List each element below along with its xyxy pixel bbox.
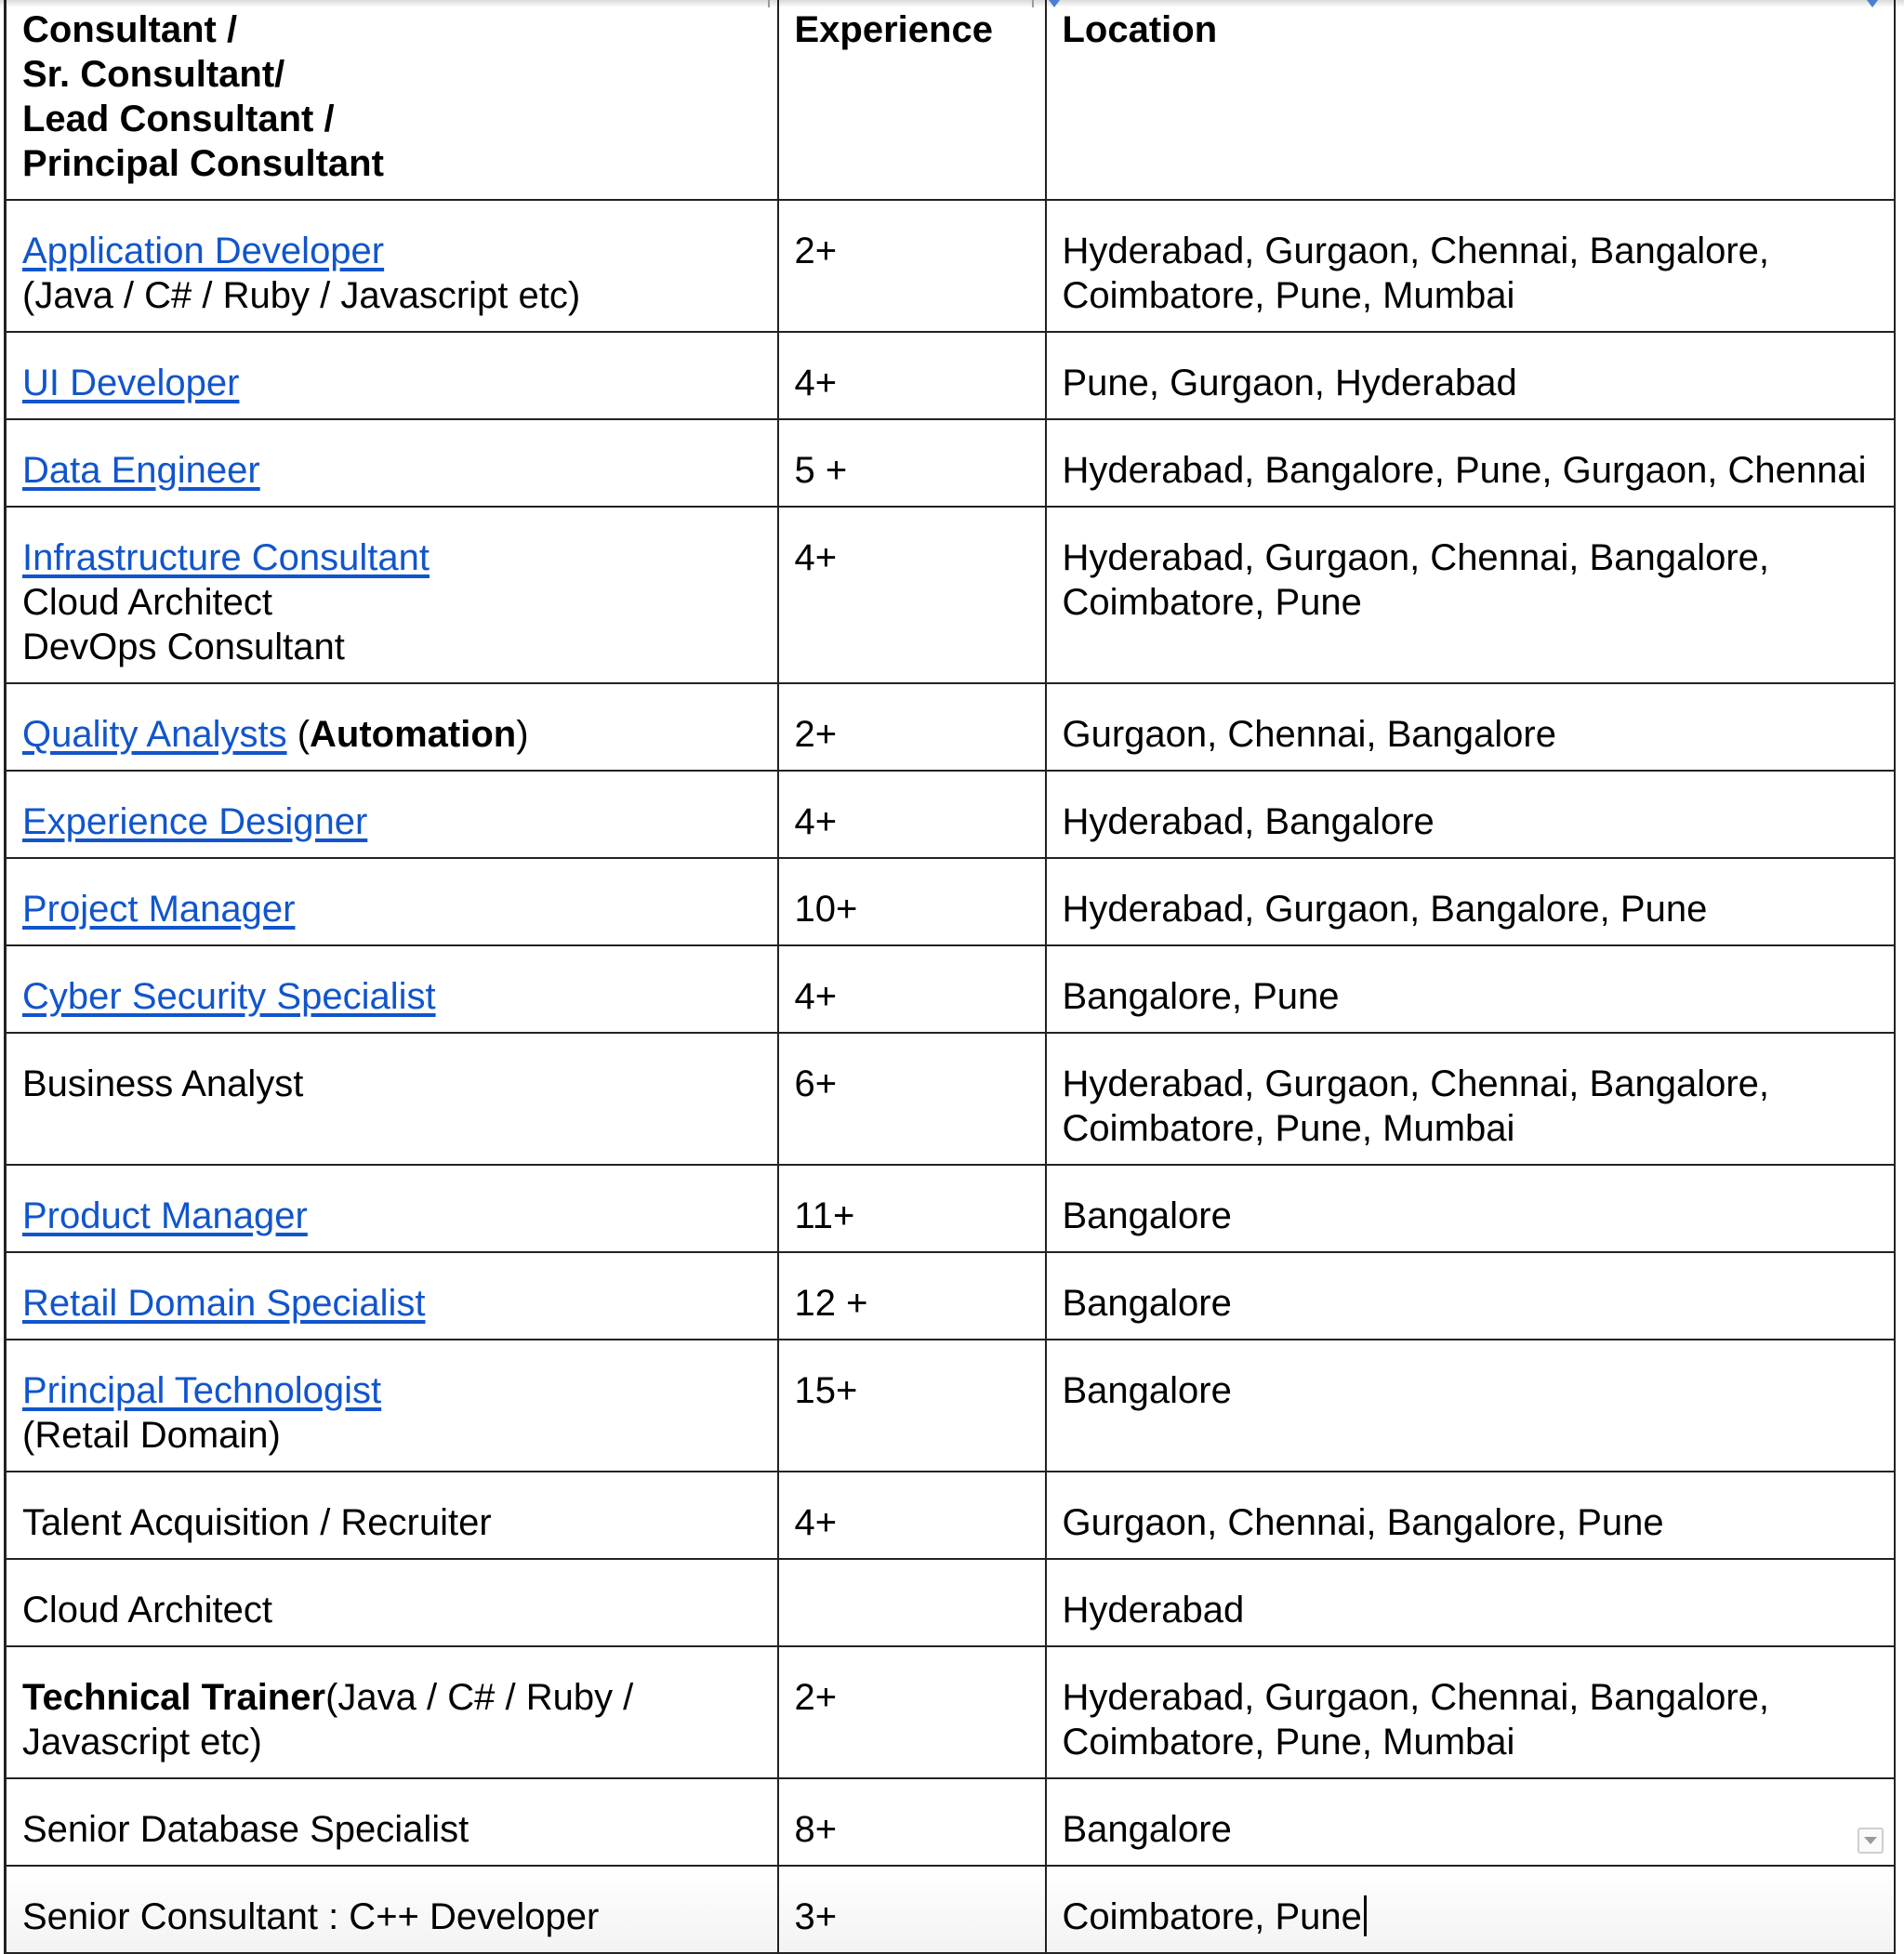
text-cursor	[1364, 1895, 1367, 1936]
table-row	[6, 1778, 1895, 1866]
role-cell[interactable]	[6, 771, 778, 858]
location-cell[interactable]	[1046, 1033, 1895, 1165]
table-row	[6, 1472, 1895, 1559]
location-cell[interactable]	[1046, 1252, 1895, 1340]
header-role-line: Principal Consultant	[22, 143, 384, 184]
role-cell[interactable]	[6, 1340, 778, 1472]
location-value: Gurgaon, Chennai, Bangalore	[1062, 714, 1556, 755]
header-location: Location	[1062, 9, 1218, 50]
role-title: Talent Acquisition / Recruiter	[22, 1502, 492, 1543]
table-row	[6, 945, 1895, 1033]
role-cell[interactable]	[6, 1866, 778, 1953]
location-value: Hyderabad, Gurgaon, Chennai, Bangalore, Coimbatore, Pune, Mumbai	[1062, 1677, 1770, 1763]
experience-value: 5 +	[794, 450, 848, 491]
experience-value: 3+	[794, 1896, 838, 1937]
location-value: Bangalore, Pune	[1062, 976, 1340, 1017]
experience-value: 10+	[794, 889, 858, 930]
table-row	[6, 200, 1895, 332]
experience-value: 6+	[794, 1063, 838, 1104]
experience-value: 4+	[794, 801, 838, 842]
location-value: Hyderabad, Gurgaon, Bangalore, Pune	[1062, 889, 1708, 930]
experience-cell[interactable]	[778, 1646, 1046, 1778]
role-link[interactable]: Cyber Security Specialist	[22, 976, 436, 1017]
header-role-line: Sr. Consultant/	[22, 54, 285, 95]
experience-value: 2+	[794, 1677, 838, 1718]
experience-cell[interactable]	[778, 1340, 1046, 1472]
table-row	[6, 771, 1895, 858]
table-row	[6, 1866, 1895, 1953]
experience-value: 4+	[794, 976, 838, 1017]
role-title: Business Analyst	[22, 1063, 304, 1104]
location-cell[interactable]	[1046, 1866, 1895, 1953]
header-location-cell[interactable]	[1046, 0, 1895, 200]
location-value: Hyderabad, Bangalore	[1062, 801, 1435, 842]
table-row	[6, 507, 1895, 683]
experience-value: 12 +	[794, 1283, 868, 1324]
experience-value: 2+	[794, 714, 838, 755]
experience-value: 4+	[794, 363, 838, 403]
header-role-line: Lead Consultant /	[22, 99, 335, 139]
location-cell[interactable]	[1046, 683, 1895, 771]
location-cell[interactable]	[1046, 200, 1895, 332]
location-value: Hyderabad, Gurgaon, Chennai, Bangalore, Coimbatore, Pune, Mumbai	[1062, 231, 1770, 316]
role-detail: (Java / C# / Ruby / Javascript etc)	[22, 1677, 634, 1763]
table-row	[6, 683, 1895, 771]
location-value: Bangalore	[1062, 1283, 1232, 1324]
role-title: Senior Consultant : C++ Developer	[22, 1896, 600, 1937]
role-cell[interactable]	[6, 507, 778, 683]
table-row	[6, 419, 1895, 507]
role-subtitle: DevOps Consultant	[22, 627, 345, 667]
location-value: Bangalore	[1062, 1195, 1232, 1236]
role-qualifier-close: )	[516, 714, 529, 755]
role-link[interactable]: Principal Technologist	[22, 1370, 382, 1411]
table-row	[6, 858, 1895, 945]
role-cell[interactable]	[6, 1165, 778, 1252]
location-cell[interactable]	[1046, 771, 1895, 858]
location-value: Hyderabad	[1062, 1590, 1245, 1631]
header-role-cell[interactable]	[6, 0, 778, 200]
role-qualifier: Automation	[310, 714, 517, 755]
experience-cell[interactable]	[778, 858, 1046, 945]
location-cell[interactable]	[1046, 1646, 1895, 1778]
experience-cell[interactable]	[778, 945, 1046, 1033]
role-cell[interactable]	[6, 332, 778, 419]
role-cell[interactable]	[6, 1033, 778, 1165]
table-row	[6, 1252, 1895, 1340]
location-cell[interactable]	[1046, 1165, 1895, 1252]
location-cell[interactable]	[1046, 1472, 1895, 1559]
location-cell[interactable]	[1046, 1559, 1895, 1646]
experience-value: 2+	[794, 231, 838, 271]
location-cell[interactable]	[1046, 945, 1895, 1033]
role-title: Cloud Architect	[22, 1590, 273, 1631]
location-value: Coimbatore, Pune	[1062, 1896, 1362, 1937]
role-cell[interactable]	[6, 683, 778, 771]
header-experience: Experience	[794, 9, 993, 50]
experience-cell[interactable]	[778, 1866, 1046, 1953]
location-value: Bangalore	[1062, 1809, 1232, 1850]
experience-value: 8+	[794, 1809, 838, 1850]
role-cell[interactable]	[6, 200, 778, 332]
role-subtitle: Cloud Architect	[22, 582, 273, 623]
table-row	[6, 1033, 1895, 1165]
location-cell[interactable]	[1046, 332, 1895, 419]
role-cell[interactable]	[6, 1646, 778, 1778]
table-row	[6, 1646, 1895, 1778]
role-link[interactable]: Experience Designer	[22, 801, 368, 842]
experience-cell[interactable]	[778, 1165, 1046, 1252]
experience-cell[interactable]	[778, 1252, 1046, 1340]
location-value: Hyderabad, Gurgaon, Chennai, Bangalore, Coimbatore, Pune	[1062, 537, 1770, 623]
location-value: Pune, Gurgaon, Hyderabad	[1062, 363, 1517, 403]
experience-cell[interactable]	[778, 200, 1046, 332]
role-link[interactable]: Data Engineer	[22, 450, 260, 491]
role-cell[interactable]	[6, 1778, 778, 1866]
experience-cell[interactable]	[778, 332, 1046, 419]
role-link[interactable]: Quality Analysts	[22, 714, 287, 755]
role-title: Technical Trainer	[22, 1677, 326, 1718]
role-cell[interactable]	[6, 1559, 778, 1646]
header-experience-cell[interactable]	[778, 0, 1046, 200]
role-link[interactable]: Product Manager	[22, 1195, 308, 1236]
location-value: Hyderabad, Bangalore, Pune, Gurgaon, Chennai	[1062, 450, 1867, 491]
location-cell[interactable]	[1046, 1340, 1895, 1472]
role-link[interactable]: UI Developer	[22, 363, 240, 403]
experience-cell[interactable]	[778, 683, 1046, 771]
experience-cell[interactable]	[778, 771, 1046, 858]
role-qualifier-open: (	[286, 714, 311, 755]
role-cell[interactable]	[6, 419, 778, 507]
location-cell[interactable]	[1046, 419, 1895, 507]
location-value: Hyderabad, Gurgaon, Chennai, Bangalore, Coimbatore, Pune, Mumbai	[1062, 1063, 1770, 1149]
role-link[interactable]: Application Developer	[22, 231, 385, 271]
experience-cell[interactable]	[778, 1559, 1046, 1646]
experience-value: 4+	[794, 1502, 838, 1543]
role-cell[interactable]	[6, 1252, 778, 1340]
table-row	[6, 1559, 1895, 1646]
header-row	[6, 0, 1895, 200]
table-row	[6, 332, 1895, 419]
role-cell[interactable]	[6, 858, 778, 945]
role-cell[interactable]	[6, 945, 778, 1033]
experience-value: 11+	[794, 1195, 855, 1236]
cell-dropdown-icon[interactable]	[1858, 1828, 1884, 1854]
role-link[interactable]: Project Manager	[22, 889, 296, 930]
experience-cell[interactable]	[778, 1472, 1046, 1559]
location-cell[interactable]	[1046, 858, 1895, 945]
jobs-table	[4, 0, 1896, 1954]
header-role-line: Consultant /	[22, 9, 238, 50]
location-value: Gurgaon, Chennai, Bangalore, Pune	[1062, 1502, 1664, 1543]
location-cell[interactable]	[1046, 507, 1895, 683]
role-link[interactable]: Infrastructure Consultant	[22, 537, 430, 578]
experience-value: 15+	[794, 1370, 858, 1411]
location-value: Bangalore	[1062, 1370, 1232, 1411]
role-subtitle: (Retail Domain)	[22, 1415, 281, 1456]
table-row	[6, 1340, 1895, 1472]
role-link[interactable]: Retail Domain Specialist	[22, 1283, 426, 1324]
experience-cell[interactable]	[778, 1033, 1046, 1165]
experience-value: 4+	[794, 537, 838, 578]
role-subtitle: (Java / C# / Ruby / Javascript etc)	[22, 275, 581, 316]
table-row	[6, 1165, 1895, 1252]
experience-cell[interactable]	[778, 507, 1046, 683]
experience-cell[interactable]	[778, 419, 1046, 507]
role-cell[interactable]	[6, 1472, 778, 1559]
role-title: Senior Database Specialist	[22, 1809, 469, 1850]
location-cell[interactable]	[1046, 1778, 1895, 1866]
experience-cell[interactable]	[778, 1778, 1046, 1866]
